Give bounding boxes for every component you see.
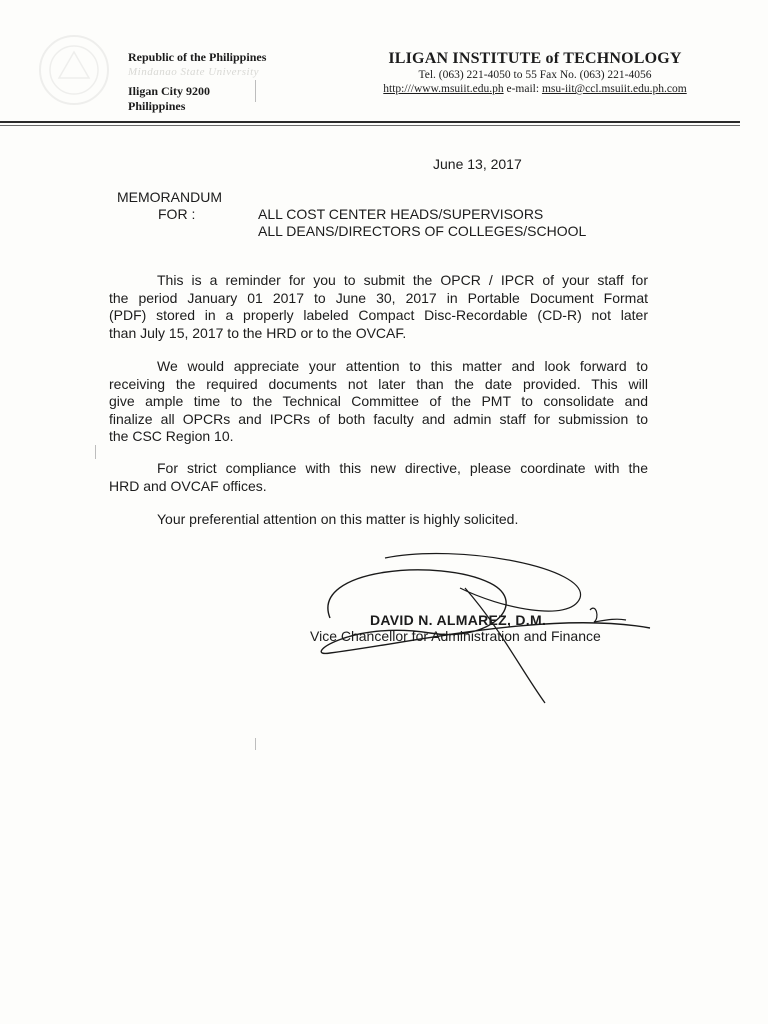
signer-title: Vice Chancellor for Administration and Finance [310,628,601,644]
scan-artifact [95,445,96,459]
paragraph-line: give ample time to the Technical Committee of the PMT to consolidate and [109,393,648,409]
city-line: Iligan City 9200 [128,84,211,98]
country-line: Philippines [128,99,186,113]
email-link[interactable]: msu-iit@ccl.msuiit.edu.ph.com [541,83,687,95]
paragraph-line: For strict compliance with this new directive, please coordinate with the [157,460,648,476]
scan-artifact [255,738,256,750]
email-label: e-mail: [506,83,540,95]
paragraph-line: HRD and OVCAF offices. [109,477,267,494]
body-paragraph [109,511,648,529]
memo-date: June 13, 2017 [433,156,522,172]
institute-name: ILIGAN INSTITUTE of TECHNOLOGY [388,50,682,67]
header-divider-thin [0,125,740,126]
contact-line [362,82,708,96]
header-left [128,50,266,114]
body-paragraph [109,272,648,342]
addressee-line: ALL DEANS/DIRECTORS OF COLLEGES/SCHOOL [258,223,587,239]
for-label: FOR : [158,206,196,222]
university-seal-watermark [24,30,124,110]
paragraph-line: We would appreciate your attention to this matter and look forward to [157,358,648,374]
header-right [362,50,708,96]
paragraph-line: than July 15, 2017 to the HRD or to the OVCAF. [109,324,407,341]
body-paragraph [109,358,648,446]
addressee-line: ALL COST CENTER HEADS/SUPERVISORS [258,206,544,222]
paragraph-line: receiving the required documents not later than the date provided. This will [109,375,648,392]
paragraph-line: the period January 01 2017 to June 30, 2017 in Portable Document Format [109,289,648,306]
website-link[interactable]: http:///www.msuiit.edu.ph [383,83,504,95]
body-paragraph [109,460,648,495]
paragraph-line: finalize all OPCRs and IPCRs of both faculty and admin staff for submission to [109,410,648,427]
memo-heading: MEMORANDUM [117,189,222,205]
republic-line: Republic of the Philippines [128,50,267,64]
scan-artifact [255,80,256,102]
paragraph-line: (PDF) stored in a properly labeled Compact Disc-Recordable (CD-R) not later [109,307,648,323]
paragraph-line: This is a reminder for you to submit the OPCR / IPCR of your staff for [157,272,648,288]
telephone-line: Tel. (063) 221-4050 to 55 Fax No. (063) 221-4056 [418,69,652,81]
header-divider [0,121,740,123]
faded-university-line: Mindanao State University [128,66,260,78]
paragraph-line: Your preferential attention on this matter is highly solicited. [157,511,519,527]
signer-name: DAVID N. ALMAREZ, D.M. [370,612,547,628]
paragraph-line: the CSC Region 10. [109,428,234,444]
